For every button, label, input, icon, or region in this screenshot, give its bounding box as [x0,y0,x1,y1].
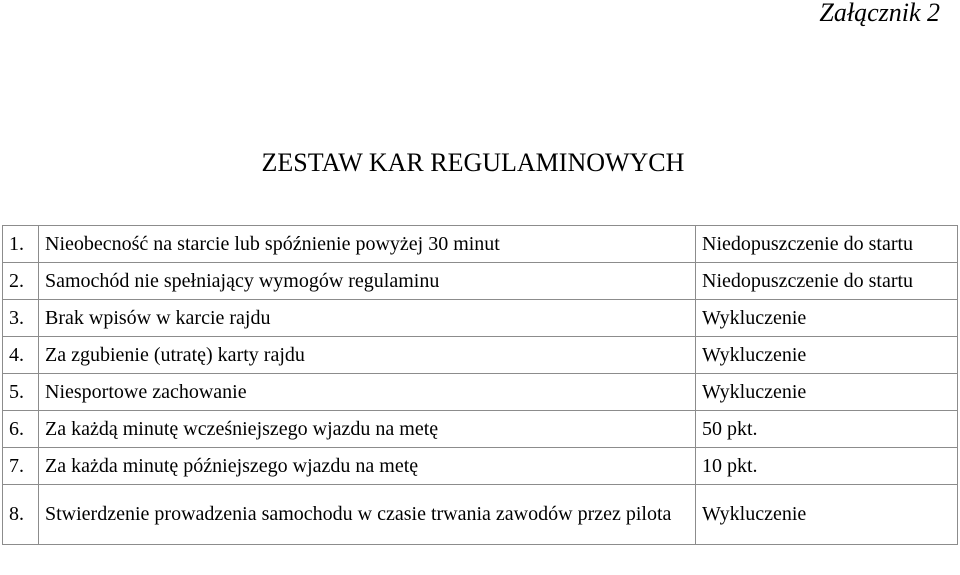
table-row [3,337,958,374]
appendix-label: Załącznik 2 [819,0,940,27]
penalty-value: Wykluczenie [696,374,958,411]
table-row [3,226,958,263]
offense-description: Nieobecność na starcie lub spóźnienie powyżej 30 minut [39,226,696,263]
penalty-value: Wykluczenie [696,485,958,545]
row-number: 1. [3,226,39,263]
penalty-value: Wykluczenie [696,337,958,374]
offense-description: Stwierdzenie prowadzenia samochodu w czasie trwania zawodów przez pilota [39,485,696,545]
table-row [3,485,958,545]
table-row [3,411,958,448]
offense-description: Brak wpisów w karcie rajdu [39,300,696,337]
row-number: 4. [3,337,39,374]
row-number: 8. [3,485,39,545]
page-title: ZESTAW KAR REGULAMINOWYCH [261,148,685,177]
row-number: 6. [3,411,39,448]
offense-description: Za każda minutę późniejszego wjazdu na metę [39,448,696,485]
table-row [3,448,958,485]
penalty-value: Niedopuszczenie do startu [696,263,958,300]
table-row [3,374,958,411]
offense-description: Samochód nie spełniający wymogów regulaminu [39,263,696,300]
penalty-value: 10 pkt. [696,448,958,485]
penalty-value: 50 pkt. [696,411,958,448]
offense-description: Za zgubienie (utratę) karty rajdu [39,337,696,374]
penalties-table [2,225,958,545]
row-number: 5. [3,374,39,411]
row-number: 7. [3,448,39,485]
penalty-value: Niedopuszczenie do startu [696,226,958,263]
penalty-value: Wykluczenie [696,300,958,337]
offense-description: Za każdą minutę wcześniejszego wjazdu na metę [39,411,696,448]
table-row [3,263,958,300]
row-number: 3. [3,300,39,337]
row-number: 2. [3,263,39,300]
table-row [3,300,958,337]
offense-description: Niesportowe zachowanie [39,374,696,411]
